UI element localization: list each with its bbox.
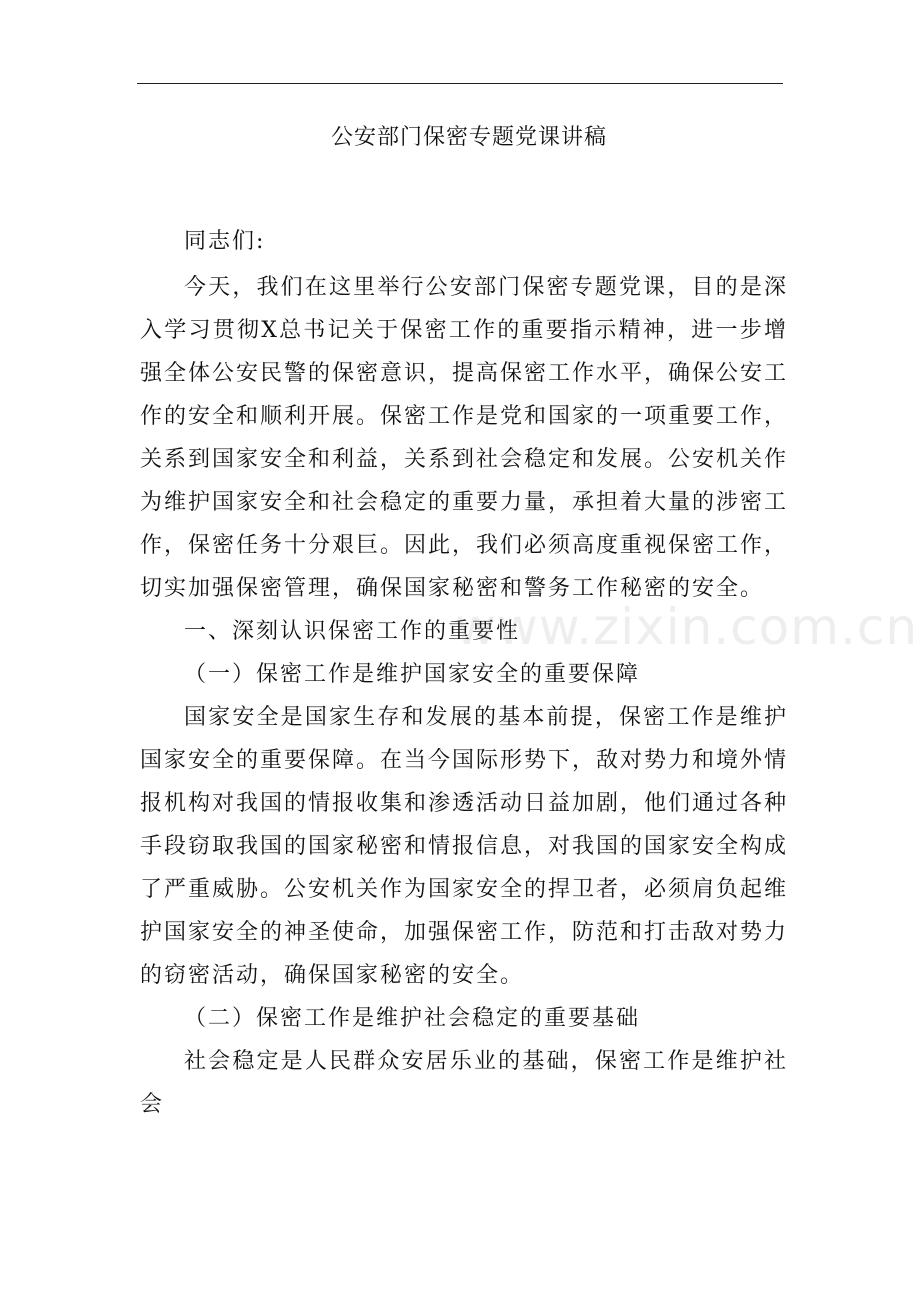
header-rule: [137, 83, 783, 84]
watermark: www.zixin.com.cn: [455, 598, 919, 656]
subsection-2-heading: （二）保密工作是维护社会稳定的重要基础: [184, 1006, 641, 1031]
document-title: 公安部门保密专题党课讲稿: [330, 125, 607, 150]
subsection-1-heading: （一）保密工作是维护国家安全的重要保障: [184, 662, 641, 687]
intro-paragraph: 今天，我们在这里举行公安部门保密专题党课，目的是深入学习贯彻X总书记关于保密工作的重要指示精神，进一步增强全体公安民警的保密意识，提高保密工作水平，确保公安工作的安全和顺利开展。保密工作是党和国家的一项重要工作，关系到国家安全和利益，关系到社会稳定和发展。公安机关作为维护国家安全和社会稳定的重要力量，承担着大量的涉密工作，保密任务十分艰巨。因此，我们必须高度重视保密工作，切实加强保密管理，确保国家秘密和警务工作秘密的安全。: [140, 275, 789, 601]
subsection-1-body: 国家安全是国家生存和发展的基本前提，保密工作是维护国家安全的重要保障。在当今国际形势下，敌对势力和境外情报机构对我国的情报收集和渗透活动日益加剧，他们通过各种手段窃取我国的国家秘密和情报信息，对我国的国家安全构成了严重威胁。公安机关作为国家安全的捍卫者，必须肩负起维护国家安全的神圣使命，加强保密工作，防范和打击敌对势力的窃密活动，确保国家秘密的安全。: [140, 705, 789, 988]
section-1-heading: 一、深刻认识保密工作的重要性: [184, 619, 521, 644]
document-body: [140, 220, 788, 1126]
salutation: 同志们:: [184, 229, 266, 254]
subsection-2-body: 社会稳定是人民群众安居乐业的基础，保密工作是维护社会: [140, 1049, 788, 1117]
